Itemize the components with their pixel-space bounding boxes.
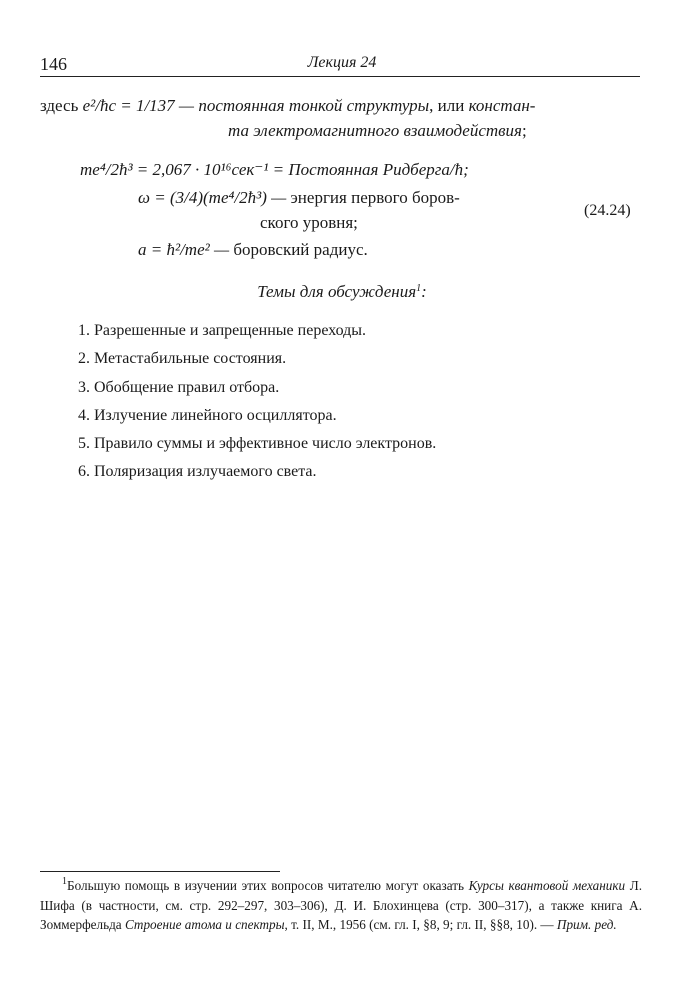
definition-line-1	[40, 96, 535, 116]
footnote-rule	[40, 871, 280, 872]
rydberg-constant-term: Постоянная Ридберга	[288, 160, 450, 179]
topics-heading-text: Темы для обсуждения	[257, 282, 417, 301]
definition-lead-text: здесь	[40, 96, 83, 115]
fine-structure-formula: e²/ħc = 1/137 —	[82, 96, 199, 115]
fine-structure-term: постоянная тонкой структуры	[198, 96, 430, 115]
list-item: 5. Правило суммы и эффективное число электронов.	[78, 435, 437, 453]
bohr-radius-description: боровский радиус.	[233, 240, 368, 259]
footnote-reference: 1	[416, 283, 422, 294]
list-item: 1. Разрешенные и запрещенные переходы.	[78, 322, 367, 339]
rydberg-formula-line	[80, 160, 469, 180]
bohr-radius-formula: a = ħ²/me² —	[138, 240, 234, 259]
topics-heading	[0, 282, 684, 302]
footnote-text-3: , т. II, М., 1956 (см. гл. I, §8, 9; гл. II, §§8, 10). —	[284, 917, 557, 932]
omega-formula-line	[138, 188, 460, 208]
footnote	[40, 876, 642, 935]
topics-heading-colon: :	[421, 282, 427, 301]
rydberg-formula: me⁴/2ħ³ = 2,067 · 10¹⁶сек⁻¹ =	[80, 160, 289, 179]
footnote-title-schiff: Курсы квантовой механики	[468, 878, 626, 893]
footnote-editor-note: Прим. ред.	[556, 917, 617, 932]
list-item: 2. Метастабильные состояния.	[78, 350, 287, 368]
bohr-radius-line	[138, 240, 368, 260]
topics-list	[78, 320, 436, 490]
coupling-constant-term-part2: та электромагнитного взаимодействия	[228, 121, 522, 140]
list-item: 4. Излучение линейного осциллятора.	[78, 406, 337, 424]
footnote-text-1: Большую помощь в изучении этих вопросов читателю могут оказать	[67, 878, 469, 893]
omega-formula: ω = (3/4)(me⁴/2ħ³) —	[138, 188, 291, 207]
list-item: 3. Обобщение правил отбора.	[78, 378, 280, 396]
page-number: 146	[40, 54, 67, 74]
footnote-title-sommerfeld: Строение атома и спектры	[124, 917, 285, 932]
footnote-mark: 1	[62, 876, 67, 887]
omega-description: энергия первого боров-	[290, 188, 460, 207]
footnote-text-2: Л. Шифа (в частности, см. стр. 292–297, 303–306), Д. И. Блохинцева (стр. 300–317), а также книга А. Зоммерфельда	[40, 878, 642, 932]
definition-line-2-end: ;	[521, 121, 527, 140]
definition-or-text: , или	[429, 96, 469, 115]
definition-line-2	[228, 121, 527, 141]
coupling-constant-term-part1: констан-	[468, 96, 536, 115]
equation-number: (24.24)	[584, 202, 631, 219]
rydberg-formula-end: /ħ;	[449, 160, 469, 179]
omega-description-continued: ского уровня;	[260, 213, 358, 232]
header-rule	[40, 76, 640, 77]
running-title: Лекция 24	[307, 54, 377, 71]
list-item: 6. Поляризация излучаемого света.	[78, 463, 317, 481]
